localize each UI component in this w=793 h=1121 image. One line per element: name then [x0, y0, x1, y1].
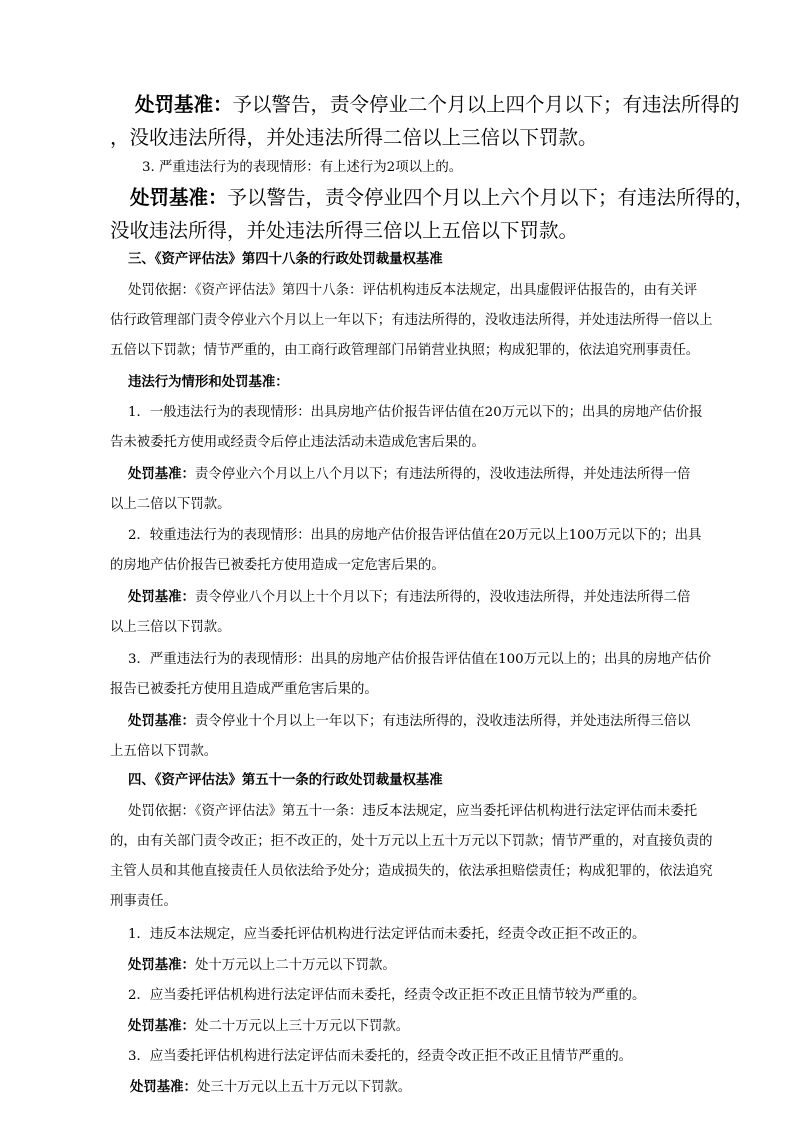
text-line: 违法行为情形和处罚基准：: [128, 375, 289, 390]
penalty-standard-paragraph: [110, 707, 710, 767]
text-line: 予以警告，责令停业二个月以上四个月以下；有违法所得的: [232, 93, 740, 116]
text-line: 1．一般违法行为的表现情形：出具房地产估价报告评估值在20万元以下的；出具的房地产估价报: [128, 405, 703, 420]
text-line: 2．应当委托评估机构进行法定评估而未委托，经责令改正拒不改正且情节较为严重的。: [128, 988, 646, 1003]
text-line: 告未被委托方使用或经责令后停止违法活动未造成危害后果的。: [110, 435, 485, 450]
penalty-standard-paragraph: [110, 583, 710, 643]
case-paragraph: [110, 521, 710, 581]
penalty-standard-label: 处罚基准：: [135, 93, 233, 116]
text-line: 报告已被委托方使用且造成严重危害后果的。: [110, 682, 378, 697]
penalty-standard-label: 处罚基准：: [128, 467, 195, 482]
text-line: 以上三倍以下罚款。: [110, 620, 231, 635]
text-line: 2．较重违法行为的表现情形：出具的房地产估价报告评估值在20万元以上100万元以下的；出具: [128, 528, 702, 543]
case-paragraph: [110, 398, 710, 458]
penalty-standard-paragraph: [110, 1073, 710, 1103]
text-line: 3. 严重违法行为的表现情形：有上述行为2项以上的。: [142, 160, 463, 175]
text-line: 处罚依据：《资产评估法》第五十一条：违反本法规定，应当委托评估机构进行法定评估而未委托: [128, 804, 698, 819]
text-line: 刑事责任。: [110, 894, 177, 909]
section-heading: [128, 766, 728, 796]
penalty-standard-paragraph: [110, 181, 755, 247]
text-line: 处罚依据：《资产评估法》第四十八条：评估机构违反本法规定，出具虚假评估报告的，由有关评: [128, 283, 698, 298]
penalty-standard-label: 处罚基准：: [130, 186, 228, 209]
text-line: 五倍以下罚款；情节严重的，由工商行政管理部门吊销营业执照；构成犯罪的，依法追究刑事责任。: [110, 343, 700, 358]
case-paragraph: [110, 645, 710, 705]
penalty-standard-paragraph: [110, 460, 710, 520]
subsection-heading: [128, 368, 728, 398]
text-line: 以上二倍以下罚款。: [110, 497, 231, 512]
text-line: 三、《资产评估法》第四十八条的行政处罚裁量权基准: [128, 252, 443, 267]
text-line: 没收违法所得，并处违法所得三倍以上五倍以下罚款。: [110, 219, 579, 242]
text-line: 处三十万元以上五十万元以下罚款。: [196, 1080, 412, 1095]
penalty-standard-label: 处罚基准：: [128, 590, 195, 605]
text-line: 上五倍以下罚款。: [110, 744, 218, 759]
case-paragraph: [110, 981, 710, 1011]
case-paragraph: [110, 920, 710, 950]
text-line: 四、《资产评估法》第五十一条的行政处罚裁量权基准: [128, 773, 443, 788]
section-heading: [128, 245, 728, 275]
text-line: 处二十万元以上三十万元以下罚款。: [194, 1019, 410, 1034]
text-line: 主管人员和其他直接责任人员依法给予处分；造成损失的，依法承担赔偿责任；构成犯罪的，依法追究: [110, 864, 713, 879]
text-line: 处十万元以上二十万元以下罚款。: [194, 958, 396, 973]
penalty-standard-paragraph: [110, 88, 740, 154]
penalty-standard-paragraph: [110, 1012, 710, 1042]
text-line: 责令停业十个月以上一年以下；有违法所得的，没收违法所得，并处违法所得三倍以: [194, 714, 691, 729]
penalty-standard-label: 处罚基准：: [130, 1080, 197, 1095]
penalty-standard-label: 处罚基准：: [128, 958, 195, 973]
legal-basis-paragraph: [110, 276, 713, 366]
text-line: 予以警告，责令停业四个月以上六个月以下；有违法所得的，: [227, 186, 755, 209]
severity-paragraph: [142, 153, 742, 183]
penalty-standard-paragraph: [110, 951, 710, 981]
text-line: 1．违反本法规定，应当委托评估机构进行法定评估而未委托，经责令改正拒不改正的。: [128, 927, 646, 942]
text-line: 的房地产估价报告已被委托方使用造成一定危害后果的。: [110, 558, 445, 573]
text-line: 责令停业八个月以上十个月以下；有违法所得的，没收违法所得，并处违法所得二倍: [194, 590, 691, 605]
text-line: 3．严重违法行为的表现情形：出具的房地产估价报告评估值在100万元以上的；出具的房地产估价: [128, 652, 712, 667]
text-line: 估行政管理部门责令停业六个月以上一年以下；有违法所得的，没收违法所得，并处违法所得一倍以上: [110, 313, 713, 328]
text-line: 责令停业六个月以上八个月以下；有违法所得的，没收违法所得，并处违法所得一倍: [194, 467, 691, 482]
legal-basis-paragraph: [110, 797, 713, 917]
text-line: 3．应当委托评估机构进行法定评估而未委托的，经责令改正拒不改正且情节严重的。: [128, 1049, 632, 1064]
case-paragraph: [110, 1042, 710, 1072]
text-line: 的，由有关部门责令改正；拒不改正的，处十万元以上五十万元以下罚款；情节严重的，对直接负责的: [110, 834, 713, 849]
penalty-standard-label: 处罚基准：: [128, 1019, 195, 1034]
text-line: ，没收违法所得，并处违法所得二倍以上三倍以下罚款。: [110, 126, 598, 149]
penalty-standard-label: 处罚基准：: [128, 714, 195, 729]
